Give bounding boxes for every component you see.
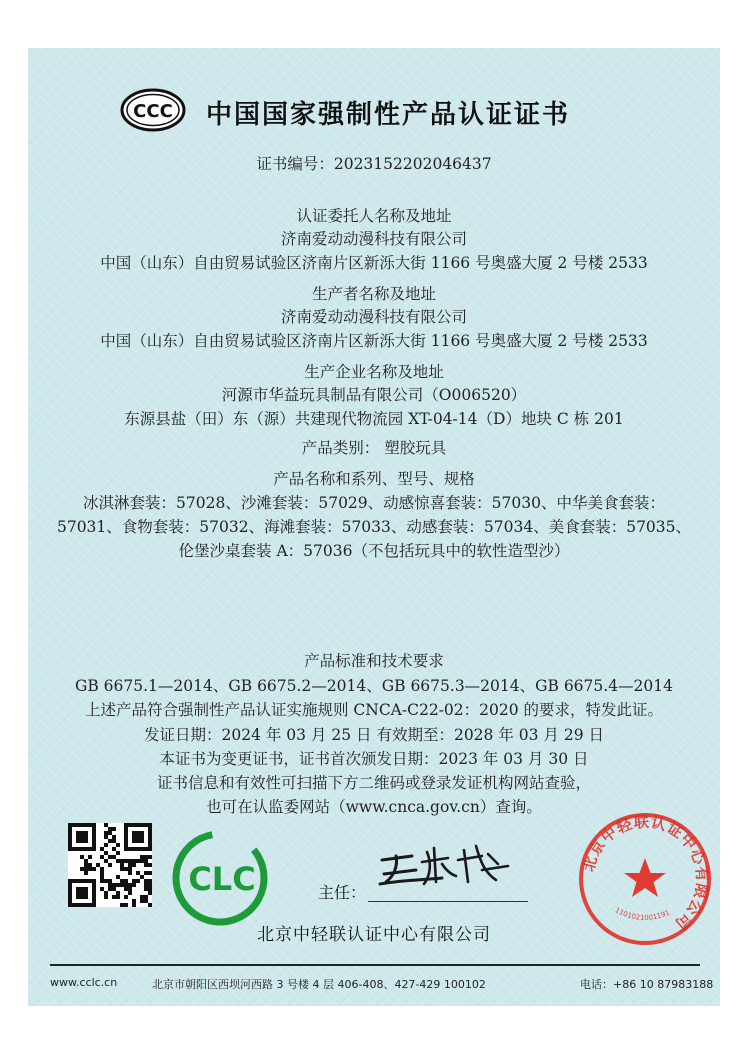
- footer-divider: [50, 964, 700, 966]
- director-label: 主任：: [318, 883, 367, 902]
- factory-address: 东源县盐（田）东（源）共建现代物流园 XT-04-14（D）地块 C 栋 201: [124, 410, 624, 428]
- product-category: 产品类别： 塑胶玩具: [301, 439, 447, 457]
- product-line-3: 伦堡沙桌套装 A：57036（不包括玩具中的软性造型沙）: [178, 542, 570, 560]
- signature-line: [368, 901, 528, 902]
- certificate-sheet: [28, 48, 720, 1006]
- manufacturer-heading: 生产者名称及地址: [311, 285, 436, 303]
- verify-note: 证书信息和有效性可扫描下方二维码或登录发证机构网站查验，: [156, 774, 591, 792]
- ccc-logo-text: CCC: [133, 101, 173, 122]
- conformity-statement: 上述产品符合强制性产品认证实施规则 CNCA-C22-02：2020 的要求，特发此证。: [84, 701, 664, 719]
- product-line-1: 冰淇淋套装：57028、沙滩套装：57029、动感惊喜套装：57030、中华美食套装：: [83, 494, 665, 512]
- standards-line: GB 6675.1—2014、GB 6675.2—2014、GB 6675.3—2014、GB 6675.4—2014: [74, 677, 674, 695]
- certificate-title: 中国国家强制性产品认证证书: [206, 100, 571, 130]
- footer-address: 北京市朝阳区西坝河西路 3 号楼 4 层 406-408、427-429 100102: [152, 978, 486, 991]
- manufacturer-address: 中国（山东）自由贸易试验区济南片区新泺大街 1166 号奥盛大厦 2 号楼 2533: [100, 332, 648, 350]
- applicant-heading: 认证委托人名称及地址: [296, 207, 452, 225]
- factory-name: 河源市华益玩具制品有限公司（O006520）: [221, 386, 527, 404]
- seal-star-icon: [624, 858, 666, 897]
- applicant-address: 中国（山东）自由贸易试验区济南片区新泺大街 1166 号奥盛大厦 2 号楼 2533: [100, 254, 648, 272]
- footer-website[interactable]: www.cclc.cn: [50, 976, 118, 989]
- issuing-organization: 北京中轻联认证中心有限公司: [257, 925, 491, 945]
- clc-logo-text: CLC: [188, 860, 256, 898]
- product-line-2: 57031、食物套装：57032、海滩套装：57033、动感套装：57034、美食套装：57035、: [56, 518, 692, 536]
- manufacturer-name: 济南爱动动漫科技有限公司: [280, 308, 467, 326]
- qr-code-icon[interactable]: [68, 823, 152, 907]
- seal-code: 1101021001191: [613, 906, 671, 923]
- footer-phone: 电话：+86 10 87983188: [580, 978, 714, 991]
- handwritten-signature: [372, 834, 522, 894]
- certificate-number: 证书编号：2023152202046437: [256, 155, 492, 173]
- product-heading: 产品名称和系列、型号、规格: [273, 470, 475, 488]
- applicant-name: 济南爱动动漫科技有限公司: [280, 230, 467, 248]
- ccc-logo-icon: [120, 88, 186, 132]
- change-certificate-note: 本证书为变更证书，证书首次颁发日期：2023 年 03 月 30 日: [159, 750, 589, 768]
- issue-expiry-dates: 发证日期：2024 年 03 月 25 日 有效期至：2028 年 03 月 29 日: [144, 726, 604, 744]
- factory-heading: 生产企业名称及地址: [304, 363, 444, 381]
- cnca-note: 也可在认监委网站（www.cnca.gov.cn）查询。: [206, 798, 542, 816]
- clc-logo-icon: [172, 830, 268, 926]
- standards-heading: 产品标准和技术要求: [304, 652, 444, 670]
- seal-text: 北京中轻联认证中心有限公司: [579, 812, 712, 934]
